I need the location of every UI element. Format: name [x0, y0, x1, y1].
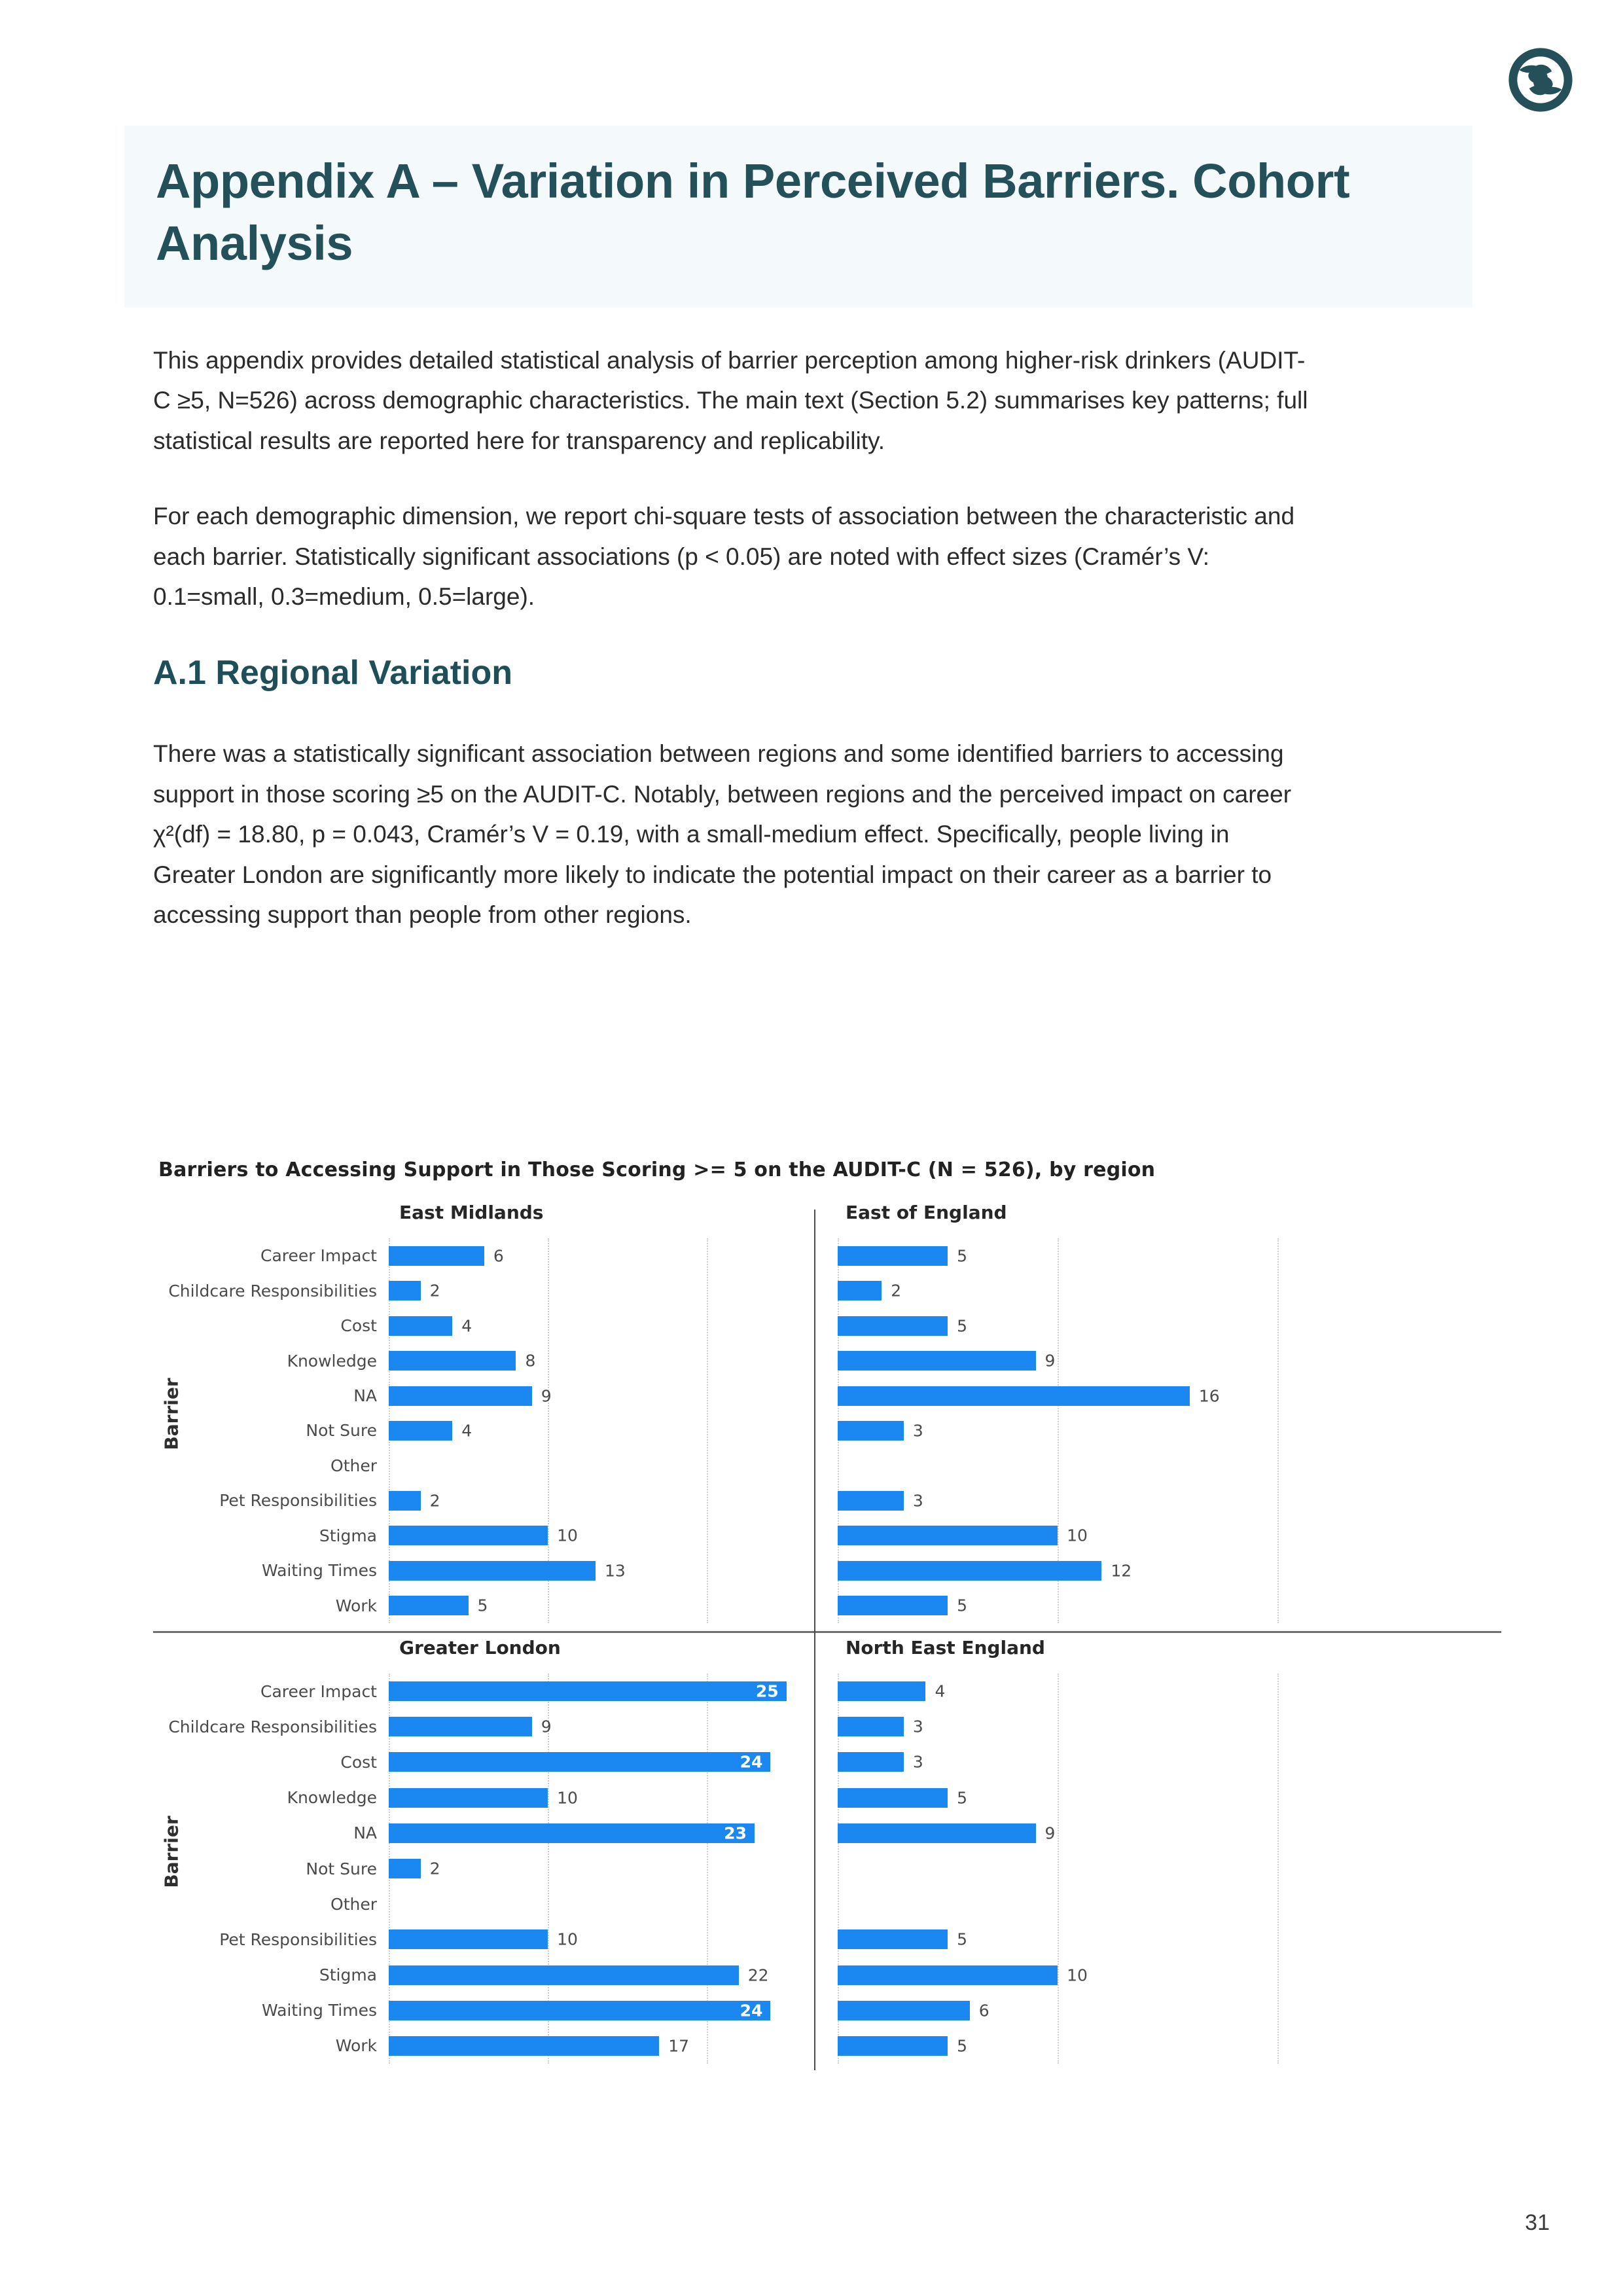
bar-row [353, 1816, 802, 1851]
bar-value-label: 2 [891, 1281, 902, 1300]
bar-value-label: 3 [912, 1421, 923, 1441]
bar-value-label: 3 [912, 1491, 923, 1511]
bar-value-label: 10 [557, 1929, 578, 1949]
bar-value-label: 24 [740, 2001, 763, 2020]
category-label: Childcare Responsibilities [168, 1717, 377, 1736]
bar-value-label: 5 [957, 1596, 967, 1615]
bar [389, 1681, 787, 1701]
bar-value-label: 5 [957, 1929, 967, 1949]
bar [838, 1491, 923, 1511]
category-label: Stigma [319, 1526, 377, 1545]
category-label: Other [330, 1456, 377, 1475]
bar-row [838, 1273, 1410, 1308]
bar [389, 1421, 473, 1441]
bar-row [335, 2028, 802, 2064]
facet-panel [814, 1198, 1501, 1630]
bar-series [838, 1674, 1410, 2064]
bar-value-label: 4 [461, 1421, 473, 1441]
bar [389, 1281, 440, 1300]
company-logo [1505, 45, 1576, 115]
bar-value-label: 17 [668, 2036, 690, 2056]
bar [389, 1316, 473, 1336]
bar-value-label: 10 [1067, 1526, 1088, 1545]
bar-value-label: 6 [978, 2001, 990, 2020]
bar-row [287, 1343, 802, 1378]
bar-row [838, 1378, 1410, 1413]
bar-value-label: 9 [1044, 1351, 1056, 1371]
plot-area [838, 1674, 1410, 2064]
bar [838, 1752, 923, 1772]
bar-row [838, 1816, 1410, 1851]
category-label: Pet Responsibilities [219, 1929, 377, 1949]
bar [389, 1788, 578, 1808]
bar [838, 1351, 1056, 1371]
barriers-by-region-chart [153, 1158, 1501, 2075]
bar-row [838, 1343, 1410, 1378]
bar [389, 1491, 440, 1511]
category-label: Other [330, 1894, 377, 1914]
bar-row [306, 1413, 802, 1448]
section-heading-a1: A.1 Regional Variation [153, 654, 513, 692]
bar-value-label: 6 [493, 1246, 504, 1266]
bar-value-label: 4 [935, 1681, 946, 1701]
bar-row [838, 1238, 1410, 1273]
bar-row [287, 1780, 802, 1816]
regional-variation-paragraph: There was a statistically significant association between regions and some identified barriers to accessing support in those scoring ≥5 on the AUDIT-C. Notably, between regions and the perceived impact on career χ²(df) = 18.80, p = 0.043, Cramér’s V = 0.19, with a small-medium effect. Specifically, people living in Greater London are significantly more likely to indicate the potential impact on their career as a barrier to accessing support than people from other regions. [153, 740, 1292, 929]
y-axis-label: Barrier [160, 1815, 183, 1888]
bar-value-label: 25 [755, 1681, 779, 1701]
methods-paragraph: For each demographic dimension, we report chi-square tests of association between the characteristic and each barrier. Statistically significant associations (p < 0.05) are noted with effect sizes (Cramér’s V: 0.1=small, 0.3=medium, 0.5=large). [153, 503, 1295, 611]
bar [838, 2036, 967, 2056]
bar [838, 1681, 946, 1701]
bar [838, 1316, 967, 1336]
bar-row [838, 1780, 1410, 1816]
category-label: Pet Responsibilities [219, 1491, 377, 1511]
bar-value-label: 12 [1111, 1561, 1132, 1581]
category-label: Career Impact [260, 1246, 377, 1266]
logo-swirl-icon [1505, 45, 1576, 115]
bar [389, 1929, 578, 1949]
bar-value-label: 22 [747, 1965, 769, 1985]
intro-paragraph: This appendix provides detailed statistical analysis of barrier perception among higher-risk drinkers (AUDIT-C ≥5, N=526) across demographic characteristics. The main text (Section 5.2) summarises key patterns; full statistical results are reported here for transparency and replicability. [153, 347, 1308, 454]
plot-area [838, 1238, 1410, 1623]
bar-row [319, 1518, 802, 1553]
bar-value-label: 23 [724, 1823, 747, 1843]
facet-grid [153, 1198, 1501, 2068]
category-label: Stigma [319, 1965, 377, 1985]
bar-value-label: 5 [957, 1788, 967, 1808]
category-label: Work [335, 2036, 377, 2056]
bar-row [838, 1588, 1410, 1623]
bar [389, 1596, 488, 1615]
category-label: Waiting Times [261, 2001, 377, 2020]
bar-value-label: 5 [957, 1246, 967, 1266]
bar-row [838, 1553, 1410, 1588]
bar [838, 1965, 1088, 1985]
bar-value-label: 9 [1044, 1823, 1056, 1843]
bar-row [219, 1483, 802, 1518]
chart-title: Barriers to Accessing Support in Those Scoring >= 5 on the AUDIT-C (N = 526), by region [158, 1158, 1156, 1181]
body-content [153, 340, 1318, 935]
category-label: Cost [340, 1316, 377, 1336]
bar-row [838, 1922, 1410, 1957]
bar-value-label: 3 [912, 1717, 923, 1736]
bar-value-label: 2 [429, 1859, 440, 1878]
bar-row [353, 1378, 802, 1413]
bar [389, 1351, 536, 1371]
page-title: Appendix A – Variation in Perceived Barriers. Cohort Analysis [156, 154, 1350, 270]
bar-row [260, 1674, 802, 1709]
bar-row [261, 1553, 802, 1588]
bar-value-label: 2 [429, 1281, 440, 1300]
title-banner [124, 126, 1472, 308]
bar-value-label: 9 [541, 1717, 552, 1736]
bar [838, 1281, 902, 1300]
bar-value-label: 3 [912, 1752, 923, 1772]
bar [838, 2001, 990, 2020]
bar [389, 2036, 690, 2056]
bar [838, 1823, 1056, 1843]
bar-value-label: 8 [525, 1351, 536, 1371]
bar [389, 1859, 440, 1878]
facet-panel [153, 1633, 814, 2070]
category-label: Career Impact [260, 1681, 377, 1701]
bar-row [335, 1588, 802, 1623]
bar [838, 1386, 1220, 1406]
bar-row [838, 1308, 1410, 1343]
bar-row [340, 1744, 802, 1780]
bar-value-label: 10 [557, 1788, 578, 1808]
bar [838, 1561, 1132, 1581]
facet-title: North East England [846, 1637, 1045, 1659]
bar-row [260, 1238, 802, 1273]
bar-row [319, 1958, 802, 1993]
bar-row [219, 1922, 802, 1957]
bar [389, 1526, 578, 1545]
bar-value-label: 5 [957, 2036, 967, 2056]
bar-value-label: 13 [605, 1561, 626, 1581]
bar [389, 1561, 626, 1581]
bar [838, 1717, 923, 1736]
bar [838, 1526, 1088, 1545]
bar-row [838, 1744, 1410, 1780]
bar-value-label: 16 [1198, 1386, 1220, 1406]
bar-row [838, 1851, 1410, 1886]
bar [389, 1246, 504, 1266]
page-number: 31 [1525, 2210, 1550, 2235]
bar-row [168, 1273, 802, 1308]
bar-row [838, 1448, 1410, 1483]
bar-value-label: 9 [541, 1386, 552, 1406]
bar [838, 1246, 967, 1266]
bar-value-label: 5 [477, 1596, 488, 1615]
category-label: Cost [340, 1752, 377, 1772]
facet-title: East of England [846, 1202, 1007, 1223]
bar-value-label: 10 [1067, 1965, 1088, 1985]
bar [389, 2001, 770, 2020]
bar [389, 1386, 552, 1406]
bar [838, 1421, 923, 1441]
bar-row [838, 1958, 1410, 1993]
facet-panel [153, 1198, 814, 1630]
bar-row [340, 1308, 802, 1343]
category-label: Knowledge [287, 1788, 377, 1808]
bar [389, 1752, 770, 1772]
bar-row [838, 1413, 1410, 1448]
y-axis-label: Barrier [160, 1377, 183, 1450]
bar-row [261, 1993, 802, 2028]
bar [389, 1823, 755, 1843]
category-label: NA [353, 1823, 377, 1843]
bar-value-label: 10 [557, 1526, 578, 1545]
bar-value-label: 4 [461, 1316, 473, 1336]
bar-series [838, 1238, 1410, 1623]
bar-row [330, 1448, 802, 1483]
facet-row [153, 1631, 1501, 2070]
facet-title: East Midlands [399, 1202, 544, 1223]
facet-title: Greater London [399, 1637, 561, 1659]
bar-row [838, 1993, 1410, 2028]
bar [389, 1965, 769, 1985]
category-label: Not Sure [306, 1421, 377, 1441]
bar-row [838, 1518, 1410, 1553]
bar-row [838, 1674, 1410, 1709]
bar-row [838, 1709, 1410, 1744]
bar-row [838, 2028, 1410, 2064]
category-label: Knowledge [287, 1351, 377, 1371]
category-label: NA [353, 1386, 377, 1406]
bar-row [168, 1709, 802, 1744]
facet-row [153, 1198, 1501, 1630]
bar-value-label: 2 [429, 1491, 440, 1511]
bar-row [838, 1483, 1410, 1518]
bar-value-label: 5 [957, 1316, 967, 1336]
category-label: Waiting Times [261, 1561, 377, 1581]
bar-row [330, 1886, 802, 1922]
category-label: Not Sure [306, 1859, 377, 1878]
bar-value-label: 24 [740, 1752, 763, 1772]
bar [838, 1788, 967, 1808]
bar [838, 1596, 967, 1615]
category-label: Childcare Responsibilities [168, 1281, 377, 1300]
facet-panel [814, 1633, 1501, 2070]
bar [838, 1929, 967, 1949]
bar [389, 1717, 552, 1736]
bar-row [306, 1851, 802, 1886]
category-label: Work [335, 1596, 377, 1615]
bar-row [838, 1886, 1410, 1922]
